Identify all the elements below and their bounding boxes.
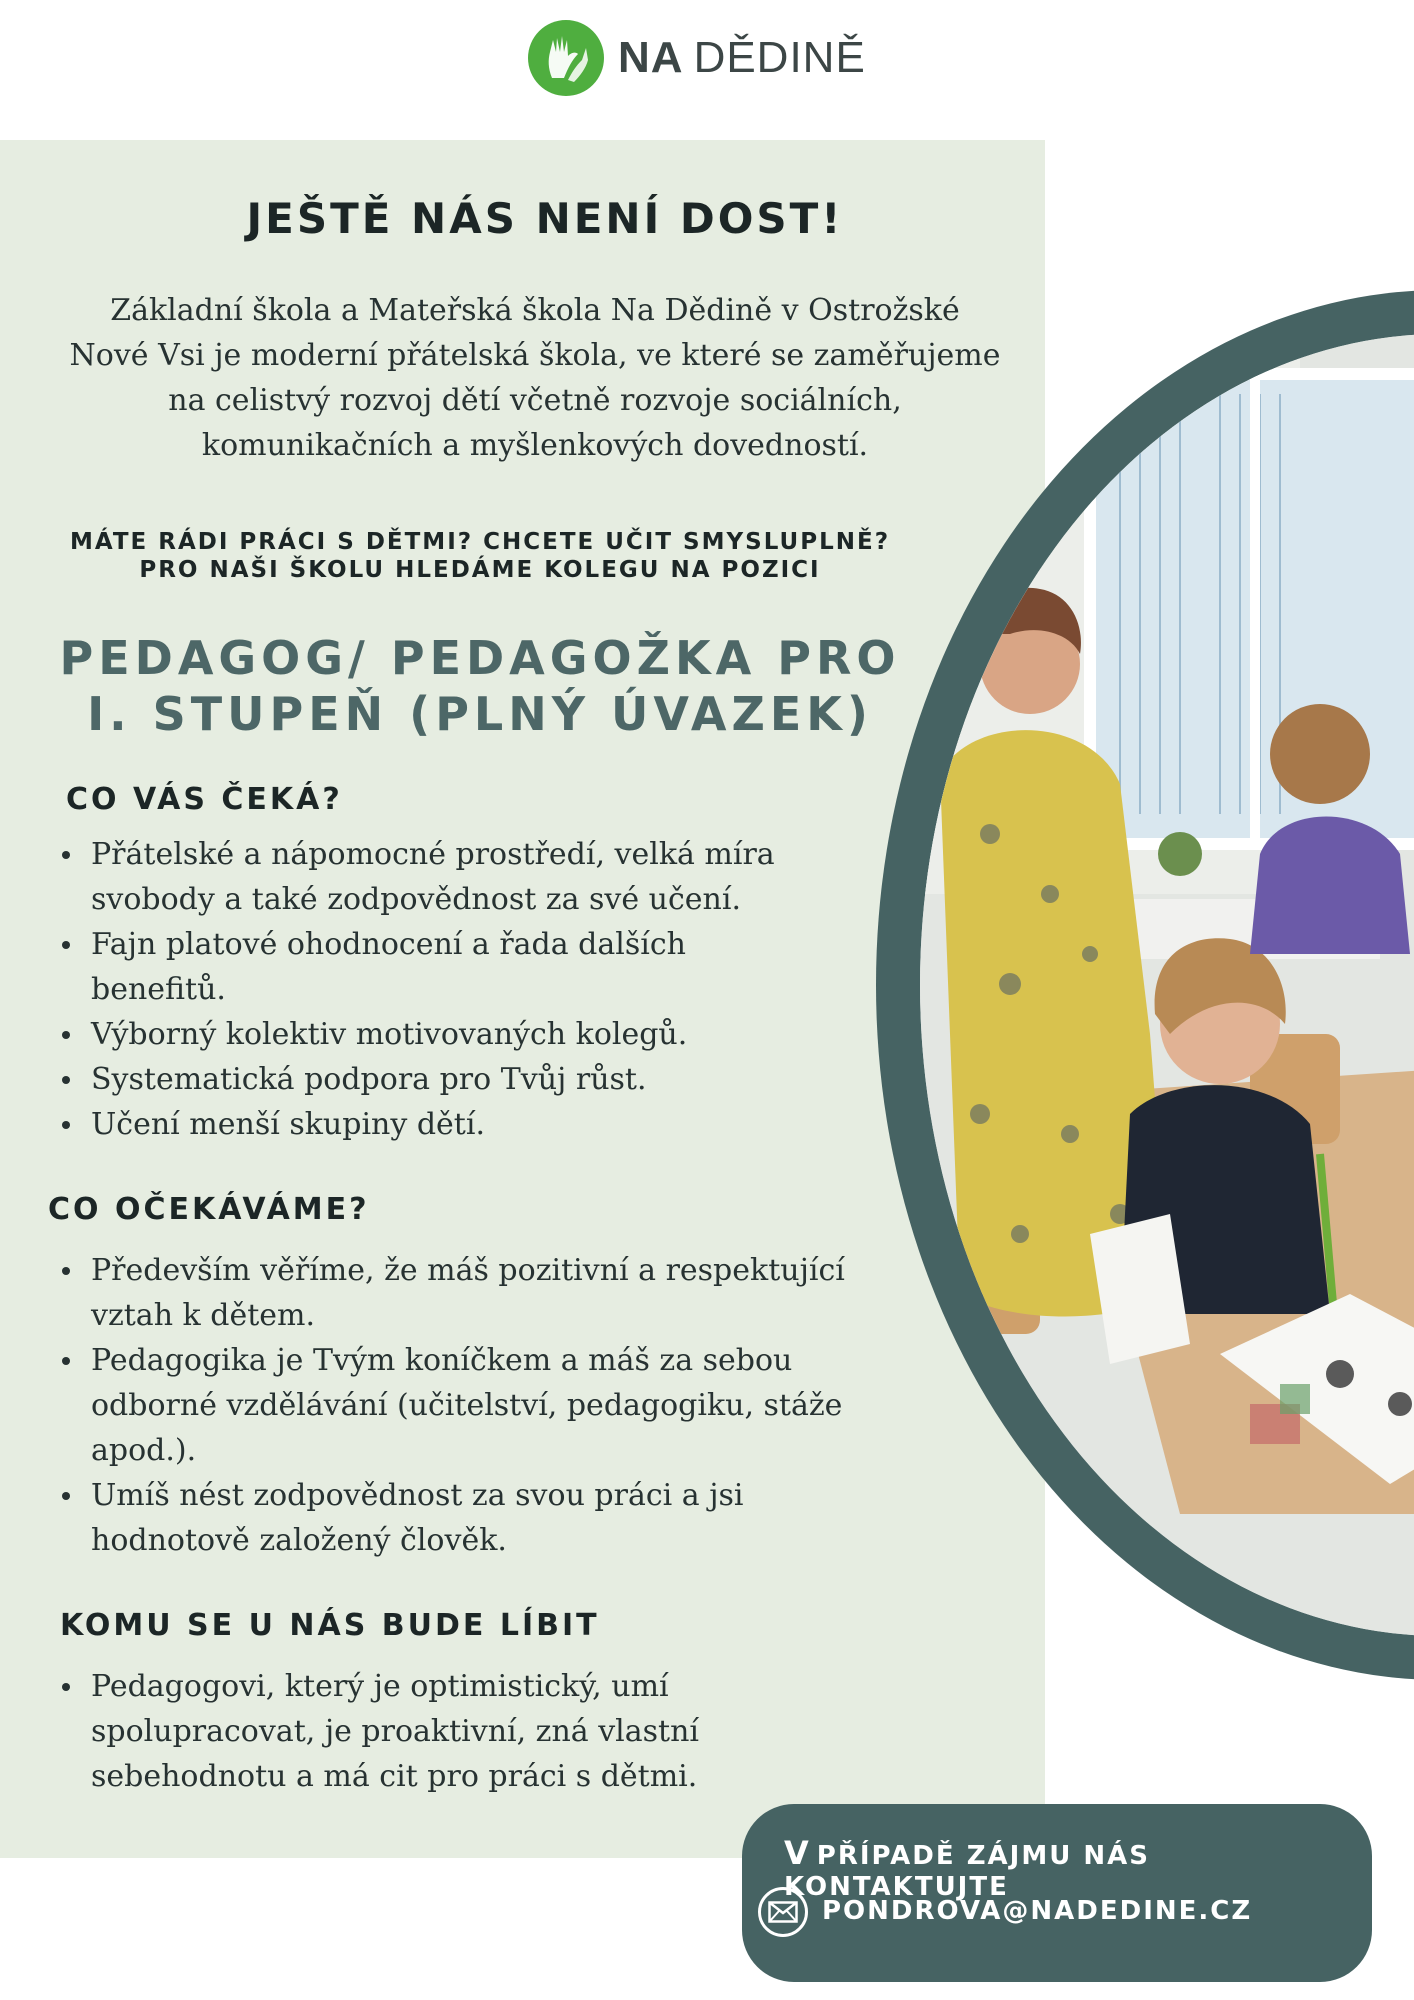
position-title: PEDAGOG/ PEDAGOŽKA PRO: [59, 631, 901, 685]
section-title-offer: CO VÁS ČEKÁ?: [66, 782, 343, 817]
fit-list: [58, 1664, 758, 1799]
page-title: JEŠTĚ NÁS NENÍ DOST!: [246, 194, 844, 243]
question-line: PRO NAŠI ŠKOLU HLEDÁME KOLEGU NA POZICI: [139, 557, 821, 583]
offer-list: [58, 832, 828, 1147]
list-item: Učení menší skupiny dětí.: [58, 1102, 828, 1147]
photo-frame: [876, 290, 1414, 1680]
list-item: Fajn platové ohodnocení a řada dalších benefitů.: [58, 922, 828, 1012]
envelope-icon: [758, 1887, 808, 1937]
contact-title: [784, 1834, 1372, 1902]
position-title: I. STUPEŇ (PLNÝ ÚVAZEK): [87, 687, 873, 741]
list-item: Umíš nést zodpovědnost za svou práci a jsi hodnotově založený člověk.: [58, 1473, 848, 1563]
question-line: MÁTE RÁDI PRÁCI S DĚTMI? CHCETE UČIT SMYSLUPLNĚ?: [69, 529, 891, 555]
section-title-expect: CO OČEKÁVÁME?: [48, 1192, 370, 1227]
list-item: Pedagogovi, který je optimistický, umí spolupracovat, je proaktivní, zná vlastní sebehodnotu a má cit pro práci s dětmi.: [58, 1664, 758, 1799]
intro-line: komunikačních a myšlenkových dovedností.: [201, 428, 869, 463]
contact-email-link[interactable]: PONDROVA@NADEDINE.CZ: [822, 1896, 1253, 1926]
hands-heart-icon: [528, 20, 604, 96]
logo-wordmark: [618, 33, 866, 83]
intro-line: Základní škola a Mateřská škola Na Dědině v Ostrožské: [110, 293, 960, 328]
section-title-fit: KOMU SE U NÁS BUDE LÍBIT: [60, 1608, 600, 1643]
list-item: Výborný kolektiv motivovaných kolegů.: [58, 1012, 828, 1057]
list-item: Systematická podpora pro Tvůj růst.: [58, 1057, 828, 1102]
contact-title-initial: V: [784, 1834, 811, 1872]
list-item: Především věříme, že máš pozitivní a respektující vztah k dětem.: [58, 1248, 848, 1338]
logo-text-regular: DĚDINĚ: [693, 33, 866, 82]
school-logo: [528, 18, 866, 98]
list-item: Přátelské a nápomocné prostředí, velká míra svobody a také zodpovědnost za své učení.: [58, 832, 828, 922]
intro-paragraph: [40, 288, 1030, 468]
contact-title-rest: PŘÍPADĚ ZÁJMU NÁS KONTAKTUJTE: [784, 1841, 1150, 1902]
intro-line: na celistvý rozvoj dětí včetně rozvoje sociálních,: [168, 383, 902, 418]
list-item: Pedagogika je Tvým koníčkem a máš za sebou odborné vzdělávání (učitelství, pedagogiku, stáže apod.).: [58, 1338, 848, 1473]
classroom-photo: [920, 334, 1414, 1636]
contact-box: [742, 1804, 1372, 1982]
intro-line: Nové Vsi je moderní přátelská škola, ve které se zaměřujeme: [69, 338, 1001, 373]
logo-text-bold: NA: [618, 33, 684, 82]
expect-list: [58, 1248, 848, 1563]
